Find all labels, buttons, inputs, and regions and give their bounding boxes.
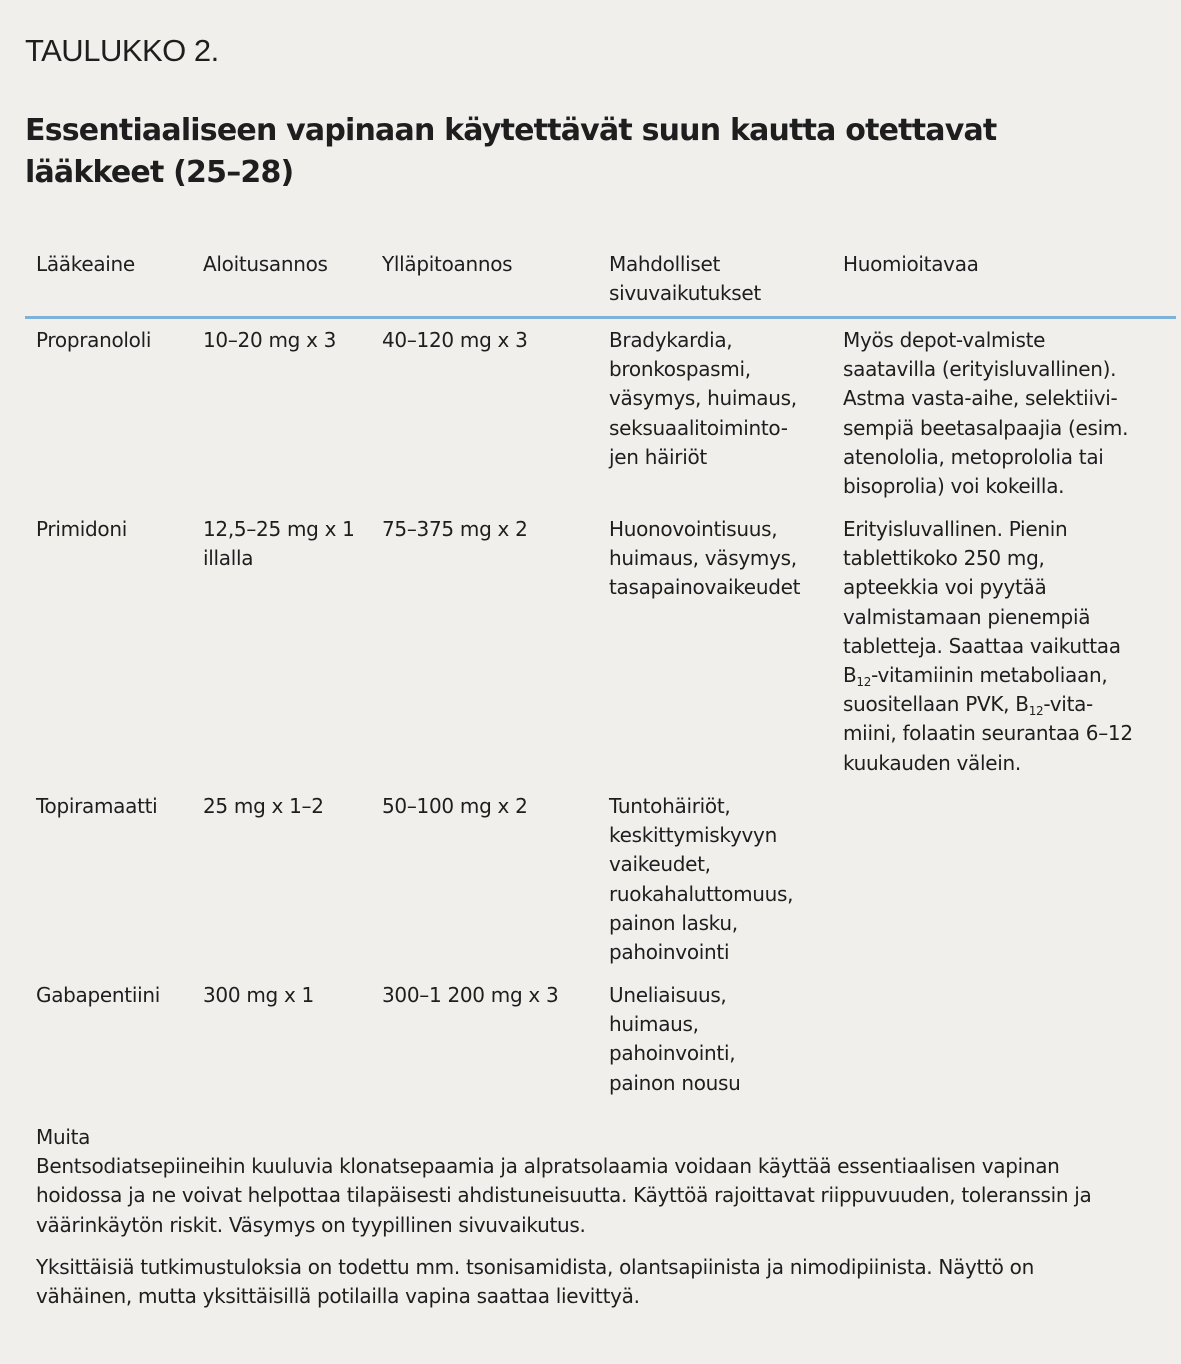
text-line: painon lasku, [609, 910, 738, 935]
subscript: 12 [856, 675, 872, 690]
cell-side-effects [609, 515, 843, 792]
table-footnote [36, 1123, 1166, 1311]
text-line: ruokahaluttomuus, [609, 881, 794, 906]
text-line: Tuntohäiriöt, [609, 794, 731, 818]
text-line: painon nousu [609, 1070, 741, 1095]
header-maintenance-dose: Ylläpitoannos [382, 252, 513, 276]
text-line: vähäinen, mutta yksittäisillä potilailla vapina saattaa lievittyä. [36, 1284, 640, 1309]
cell-side-effects [609, 326, 843, 515]
cell-notes [843, 326, 1176, 515]
footnote-paragraph [36, 1253, 1166, 1311]
text-line: bisoprolia) voi kokeilla. [843, 474, 1065, 499]
cell-start-dose: 25 mg x 1–2 [203, 794, 324, 818]
text-line: tablettikoko 250 mg, [843, 546, 1045, 571]
text-fragment: B [843, 663, 857, 688]
cell-drug: Gabapentiini [36, 983, 160, 1007]
text-line: Bentsodiatsepiineihin kuuluvia klonatsepaamia ja alpratsolaamia voidaan käyttää essentiaalisen vapinan [36, 1154, 1060, 1179]
text-line: jen häiriöt [609, 444, 707, 469]
header-side-effects: Mahdolliset sivuvaikutukset [609, 252, 761, 306]
text-line: hoidossa ja ne voivat helpottaa tilapäisesti ahdistuneisuutta. Käyttöä rajoittavat riippuvuuden, toleranssin ja [36, 1183, 1092, 1208]
text-line: saatavilla (erityisluvallinen). [843, 357, 1117, 382]
footnote-heading: Muita [36, 1125, 91, 1149]
cell-maintenance-dose: 40–120 mg x 3 [382, 328, 528, 352]
header-drug: Lääkeaine [36, 252, 135, 276]
cell-drug: Topiramaatti [36, 794, 158, 818]
text-line: Uneliaisuus, [609, 983, 727, 1007]
text-fragment: suositellaan PVK, B [843, 692, 1029, 717]
text-line [843, 690, 1170, 719]
text-line: huimaus, [609, 1012, 699, 1037]
text-line: keskittymiskyvyn [609, 823, 777, 848]
header-notes: Huomioitavaa [843, 252, 979, 276]
text-line: miini, folaatin seurantaa 6–12 [843, 721, 1133, 746]
cell-drug: Propranololi [36, 328, 152, 352]
text-line: väärinkäytön riskit. Väsymys on tyypillinen sivuvaikutus. [36, 1212, 586, 1237]
table-header-row [25, 250, 1176, 316]
header-start-dose: Aloitusannos [203, 252, 328, 276]
text-line: tasapainovaikeudet [609, 575, 801, 600]
table-row [25, 326, 1176, 515]
text-line: tabletteja. Saattaa vaikuttaa [843, 633, 1121, 658]
text-line: vaikeudet, [609, 852, 711, 877]
text-line: pahoinvointi [609, 940, 730, 965]
header-divider [25, 316, 1176, 319]
text-line: huimaus, väsymys, [609, 546, 797, 571]
text-line: Myös depot-valmiste [843, 328, 1046, 352]
cell-notes [843, 515, 1176, 792]
cell-maintenance-dose: 75–375 mg x 2 [382, 517, 528, 541]
table-row [25, 792, 1176, 981]
cell-drug: Primidoni [36, 517, 127, 541]
text-line: bronkospasmi, [609, 357, 751, 382]
footnote-paragraph [36, 1152, 1166, 1240]
cell-side-effects [609, 792, 843, 981]
text-line: kuukauden välein. [843, 750, 1021, 775]
text-line: valmistamaan pienempiä [843, 604, 1091, 629]
text-line: Huonovointisuus, [609, 517, 778, 541]
text-fragment: -vitamiinin metaboliaan, [871, 663, 1108, 688]
text-fragment: -vita- [1043, 692, 1093, 717]
cell-start-dose: 10–20 mg x 3 [203, 328, 337, 352]
text-line: väsymys, huimaus, [609, 386, 797, 411]
text-line: Bradykardia, [609, 328, 733, 352]
cell-notes [843, 981, 1176, 1101]
text-line: seksuaalitoiminto- [609, 415, 788, 440]
cell-start-dose: 300 mg x 1 [203, 983, 314, 1007]
text-line: atenololia, metoprololia tai [843, 444, 1104, 469]
text-line: apteekkia voi pyytää [843, 575, 1047, 600]
text-line: Erityisluvallinen. Pienin [843, 517, 1068, 541]
cell-side-effects [609, 981, 843, 1101]
subscript: 12 [1028, 704, 1044, 719]
cell-maintenance-dose: 50–100 mg x 2 [382, 794, 528, 818]
medication-table [25, 250, 1176, 1101]
table-title: Essentiaaliseen vapinaan käytettävät suun kautta otettavat lääkkeet (25–28) [25, 113, 997, 190]
table-row [25, 981, 1176, 1101]
cell-notes [843, 792, 1176, 981]
cell-start-dose: 12,5–25 mg x 1 illalla [203, 517, 355, 571]
text-line: Astma vasta-aihe, selektiivi- [843, 386, 1118, 411]
table-label: TAULUKKO 2. [25, 33, 219, 68]
text-line [843, 661, 1170, 690]
text-line: Yksittäisiä tutkimustuloksia on todettu mm. tsonisamidista, olantsapiinista ja nimodipiinista. Näyttö on [36, 1254, 1034, 1279]
text-line: pahoinvointi, [609, 1041, 736, 1066]
table-row [25, 515, 1176, 792]
cell-maintenance-dose: 300–1 200 mg x 3 [382, 983, 559, 1007]
text-line: sempiä beetasalpaajia (esim. [843, 415, 1129, 440]
